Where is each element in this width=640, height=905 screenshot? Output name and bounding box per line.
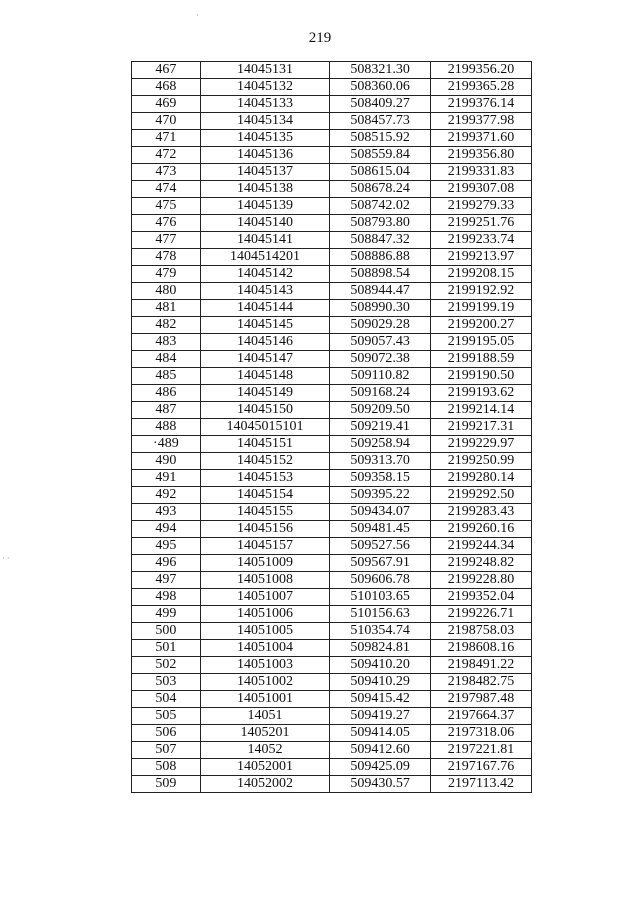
x-coordinate-cell: 508615.04: [330, 164, 431, 181]
y-coordinate-cell: 2199213.97: [430, 249, 531, 266]
x-coordinate-cell: 508898.54: [330, 266, 431, 283]
point-id-cell: 14051007: [200, 589, 329, 606]
table-row: [132, 96, 532, 113]
x-coordinate-cell: 508793.80: [330, 215, 431, 232]
table-row: [132, 385, 532, 402]
point-id-cell: 14052002: [200, 776, 329, 793]
y-coordinate-cell: 2199229.97: [430, 436, 531, 453]
point-id-cell: 14045150: [200, 402, 329, 419]
x-coordinate-cell: 508944.47: [330, 283, 431, 300]
y-coordinate-cell: 2198758.03: [430, 623, 531, 640]
x-coordinate-cell: 509606.78: [330, 572, 431, 589]
point-id-cell: 14051003: [200, 657, 329, 674]
x-coordinate-cell: 510156.63: [330, 606, 431, 623]
point-number-cell: 500: [132, 623, 201, 640]
table-row: [132, 334, 532, 351]
y-coordinate-cell: 2199307.08: [430, 181, 531, 198]
table-row: [132, 538, 532, 555]
point-number-cell: 470: [132, 113, 201, 130]
point-number-cell: 488: [132, 419, 201, 436]
y-coordinate-cell: 2199352.04: [430, 589, 531, 606]
x-coordinate-cell: 510354.74: [330, 623, 431, 640]
table-row: [132, 623, 532, 640]
table-row: [132, 589, 532, 606]
point-number-cell: ·489: [132, 436, 201, 453]
table-row: [132, 266, 532, 283]
y-coordinate-cell: 2199251.76: [430, 215, 531, 232]
point-id-cell: 14045142: [200, 266, 329, 283]
point-number-cell: 501: [132, 640, 201, 657]
table-row: [132, 402, 532, 419]
x-coordinate-cell: 509110.82: [330, 368, 431, 385]
point-number-cell: 504: [132, 691, 201, 708]
point-number-cell: 508: [132, 759, 201, 776]
y-coordinate-cell: 2197221.81: [430, 742, 531, 759]
y-coordinate-cell: 2199233.74: [430, 232, 531, 249]
point-id-cell: 14045140: [200, 215, 329, 232]
table-row: [132, 300, 532, 317]
x-coordinate-cell: 509567.91: [330, 555, 431, 572]
coordinates-table: [131, 61, 532, 793]
x-coordinate-cell: 508847.32: [330, 232, 431, 249]
point-id-cell: 14051006: [200, 606, 329, 623]
point-id-cell: 1404514201: [200, 249, 329, 266]
point-number-cell: 497: [132, 572, 201, 589]
point-id-cell: 14045151: [200, 436, 329, 453]
y-coordinate-cell: 2199356.20: [430, 62, 531, 79]
point-id-cell: 14051002: [200, 674, 329, 691]
point-number-cell: 492: [132, 487, 201, 504]
point-id-cell: 14045147: [200, 351, 329, 368]
y-coordinate-cell: 2199214.14: [430, 402, 531, 419]
y-coordinate-cell: 2199250.99: [430, 453, 531, 470]
x-coordinate-cell: 508515.92: [330, 130, 431, 147]
y-coordinate-cell: 2199228.80: [430, 572, 531, 589]
y-coordinate-cell: 2199371.60: [430, 130, 531, 147]
point-number-cell: 467: [132, 62, 201, 79]
point-id-cell: 14045134: [200, 113, 329, 130]
point-number-cell: 503: [132, 674, 201, 691]
point-id-cell: 14045138: [200, 181, 329, 198]
x-coordinate-cell: 509358.15: [330, 470, 431, 487]
point-number-cell: 479: [132, 266, 201, 283]
scan-speck: ·: [196, 10, 199, 20]
table-row: [132, 215, 532, 232]
x-coordinate-cell: 509057.43: [330, 334, 431, 351]
table-row: [132, 62, 532, 79]
y-coordinate-cell: 2198608.16: [430, 640, 531, 657]
point-number-cell: 506: [132, 725, 201, 742]
x-coordinate-cell: 509415.42: [330, 691, 431, 708]
point-id-cell: 14051008: [200, 572, 329, 589]
y-coordinate-cell: 2199217.31: [430, 419, 531, 436]
table-row: [132, 79, 532, 96]
y-coordinate-cell: 2199193.62: [430, 385, 531, 402]
table-row: [132, 640, 532, 657]
x-coordinate-cell: 508409.27: [330, 96, 431, 113]
x-coordinate-cell: 509395.22: [330, 487, 431, 504]
table-row: [132, 453, 532, 470]
point-number-cell: 480: [132, 283, 201, 300]
point-number-cell: 487: [132, 402, 201, 419]
point-id-cell: 14045015101: [200, 419, 329, 436]
point-id-cell: 14045136: [200, 147, 329, 164]
x-coordinate-cell: 508990.30: [330, 300, 431, 317]
y-coordinate-cell: 2199192.92: [430, 283, 531, 300]
point-id-cell: 14045155: [200, 504, 329, 521]
y-coordinate-cell: 2199244.34: [430, 538, 531, 555]
table-row: [132, 487, 532, 504]
point-id-cell: 14045146: [200, 334, 329, 351]
page-number: 219: [308, 30, 332, 46]
y-coordinate-cell: 2197318.06: [430, 725, 531, 742]
point-id-cell: 14045133: [200, 96, 329, 113]
table-row: [132, 555, 532, 572]
x-coordinate-cell: 509072.38: [330, 351, 431, 368]
y-coordinate-cell: 2199377.98: [430, 113, 531, 130]
y-coordinate-cell: 2197664.37: [430, 708, 531, 725]
point-number-cell: 476: [132, 215, 201, 232]
x-coordinate-cell: 509219.41: [330, 419, 431, 436]
x-coordinate-cell: 509168.24: [330, 385, 431, 402]
table-row: [132, 368, 532, 385]
x-coordinate-cell: 509313.70: [330, 453, 431, 470]
point-id-cell: 14045145: [200, 317, 329, 334]
point-number-cell: 485: [132, 368, 201, 385]
table-row: [132, 181, 532, 198]
point-number-cell: 486: [132, 385, 201, 402]
table-row: [132, 725, 532, 742]
point-id-cell: 14045144: [200, 300, 329, 317]
table-row: [132, 572, 532, 589]
point-id-cell: 14045132: [200, 79, 329, 96]
table-row: [132, 283, 532, 300]
table-row: [132, 776, 532, 793]
y-coordinate-cell: 2199208.15: [430, 266, 531, 283]
table-row: [132, 504, 532, 521]
point-id-cell: 14051009: [200, 555, 329, 572]
point-number-cell: 484: [132, 351, 201, 368]
table-row: [132, 691, 532, 708]
x-coordinate-cell: 508360.06: [330, 79, 431, 96]
y-coordinate-cell: 2199200.27: [430, 317, 531, 334]
table-row: [132, 351, 532, 368]
y-coordinate-cell: 2199283.43: [430, 504, 531, 521]
x-coordinate-cell: 508886.88: [330, 249, 431, 266]
point-number-cell: 509: [132, 776, 201, 793]
y-coordinate-cell: 2197167.76: [430, 759, 531, 776]
point-id-cell: 14045153: [200, 470, 329, 487]
x-coordinate-cell: 509410.20: [330, 657, 431, 674]
x-coordinate-cell: 508457.73: [330, 113, 431, 130]
x-coordinate-cell: 509258.94: [330, 436, 431, 453]
y-coordinate-cell: 2199356.80: [430, 147, 531, 164]
y-coordinate-cell: 2199260.16: [430, 521, 531, 538]
point-number-cell: 494: [132, 521, 201, 538]
point-id-cell: 14045139: [200, 198, 329, 215]
point-id-cell: 14052001: [200, 759, 329, 776]
table-row: [132, 674, 532, 691]
y-coordinate-cell: 2199195.05: [430, 334, 531, 351]
y-coordinate-cell: 2198491.22: [430, 657, 531, 674]
y-coordinate-cell: 2199199.19: [430, 300, 531, 317]
point-id-cell: 14045137: [200, 164, 329, 181]
point-id-cell: 14051001: [200, 691, 329, 708]
point-number-cell: 469: [132, 96, 201, 113]
point-number-cell: 498: [132, 589, 201, 606]
point-id-cell: 14051004: [200, 640, 329, 657]
table-row: [132, 436, 532, 453]
x-coordinate-cell: 509425.09: [330, 759, 431, 776]
point-id-cell: 14045149: [200, 385, 329, 402]
point-number-cell: 472: [132, 147, 201, 164]
point-number-cell: 473: [132, 164, 201, 181]
point-number-cell: 471: [132, 130, 201, 147]
point-number-cell: 490: [132, 453, 201, 470]
table-row: [132, 249, 532, 266]
table-row: [132, 147, 532, 164]
x-coordinate-cell: 510103.65: [330, 589, 431, 606]
point-number-cell: 474: [132, 181, 201, 198]
x-coordinate-cell: 509434.07: [330, 504, 431, 521]
point-number-cell: 483: [132, 334, 201, 351]
x-coordinate-cell: 509481.45: [330, 521, 431, 538]
y-coordinate-cell: 2199248.82: [430, 555, 531, 572]
point-number-cell: 475: [132, 198, 201, 215]
x-coordinate-cell: 508742.02: [330, 198, 431, 215]
point-number-cell: 507: [132, 742, 201, 759]
point-number-cell: 502: [132, 657, 201, 674]
point-number-cell: 495: [132, 538, 201, 555]
point-number-cell: 491: [132, 470, 201, 487]
point-number-cell: 477: [132, 232, 201, 249]
y-coordinate-cell: 2199365.28: [430, 79, 531, 96]
point-number-cell: 496: [132, 555, 201, 572]
coordinates-table-body: [132, 62, 532, 793]
point-number-cell: 499: [132, 606, 201, 623]
point-id-cell: 14045135: [200, 130, 329, 147]
x-coordinate-cell: 509412.60: [330, 742, 431, 759]
point-id-cell: 14045152: [200, 453, 329, 470]
x-coordinate-cell: 509209.50: [330, 402, 431, 419]
point-id-cell: 14051005: [200, 623, 329, 640]
table-row: [132, 759, 532, 776]
table-row: [132, 164, 532, 181]
table-row: [132, 657, 532, 674]
point-id-cell: 14052: [200, 742, 329, 759]
table-row: [132, 521, 532, 538]
point-number-cell: 482: [132, 317, 201, 334]
point-id-cell: 14045141: [200, 232, 329, 249]
x-coordinate-cell: 508678.24: [330, 181, 431, 198]
table-row: [132, 232, 532, 249]
point-id-cell: 14045143: [200, 283, 329, 300]
point-id-cell: 14045154: [200, 487, 329, 504]
y-coordinate-cell: 2199376.14: [430, 96, 531, 113]
point-number-cell: 478: [132, 249, 201, 266]
point-id-cell: 14045148: [200, 368, 329, 385]
point-id-cell: 14051: [200, 708, 329, 725]
y-coordinate-cell: 2199188.59: [430, 351, 531, 368]
x-coordinate-cell: 509527.56: [330, 538, 431, 555]
x-coordinate-cell: 509419.27: [330, 708, 431, 725]
x-coordinate-cell: 508321.30: [330, 62, 431, 79]
x-coordinate-cell: 509824.81: [330, 640, 431, 657]
point-number-cell: 481: [132, 300, 201, 317]
point-id-cell: 14045156: [200, 521, 329, 538]
y-coordinate-cell: 2199331.83: [430, 164, 531, 181]
y-coordinate-cell: 2198482.75: [430, 674, 531, 691]
y-coordinate-cell: 2199190.50: [430, 368, 531, 385]
point-id-cell: 14045157: [200, 538, 329, 555]
scan-speck: · ·: [2, 553, 11, 563]
y-coordinate-cell: 2199226.71: [430, 606, 531, 623]
y-coordinate-cell: 2199280.14: [430, 470, 531, 487]
point-number-cell: 468: [132, 79, 201, 96]
x-coordinate-cell: 509029.28: [330, 317, 431, 334]
table-row: [132, 708, 532, 725]
x-coordinate-cell: 509430.57: [330, 776, 431, 793]
y-coordinate-cell: 2199279.33: [430, 198, 531, 215]
table-row: [132, 419, 532, 436]
table-row: [132, 198, 532, 215]
table-row: [132, 113, 532, 130]
y-coordinate-cell: 2197113.42: [430, 776, 531, 793]
table-row: [132, 606, 532, 623]
x-coordinate-cell: 509414.05: [330, 725, 431, 742]
point-number-cell: 505: [132, 708, 201, 725]
y-coordinate-cell: 2199292.50: [430, 487, 531, 504]
table-row: [132, 470, 532, 487]
table-row: [132, 130, 532, 147]
point-number-cell: 493: [132, 504, 201, 521]
table-row: [132, 317, 532, 334]
point-id-cell: 1405201: [200, 725, 329, 742]
point-id-cell: 14045131: [200, 62, 329, 79]
table-row: [132, 742, 532, 759]
y-coordinate-cell: 2197987.48: [430, 691, 531, 708]
x-coordinate-cell: 508559.84: [330, 147, 431, 164]
x-coordinate-cell: 509410.29: [330, 674, 431, 691]
